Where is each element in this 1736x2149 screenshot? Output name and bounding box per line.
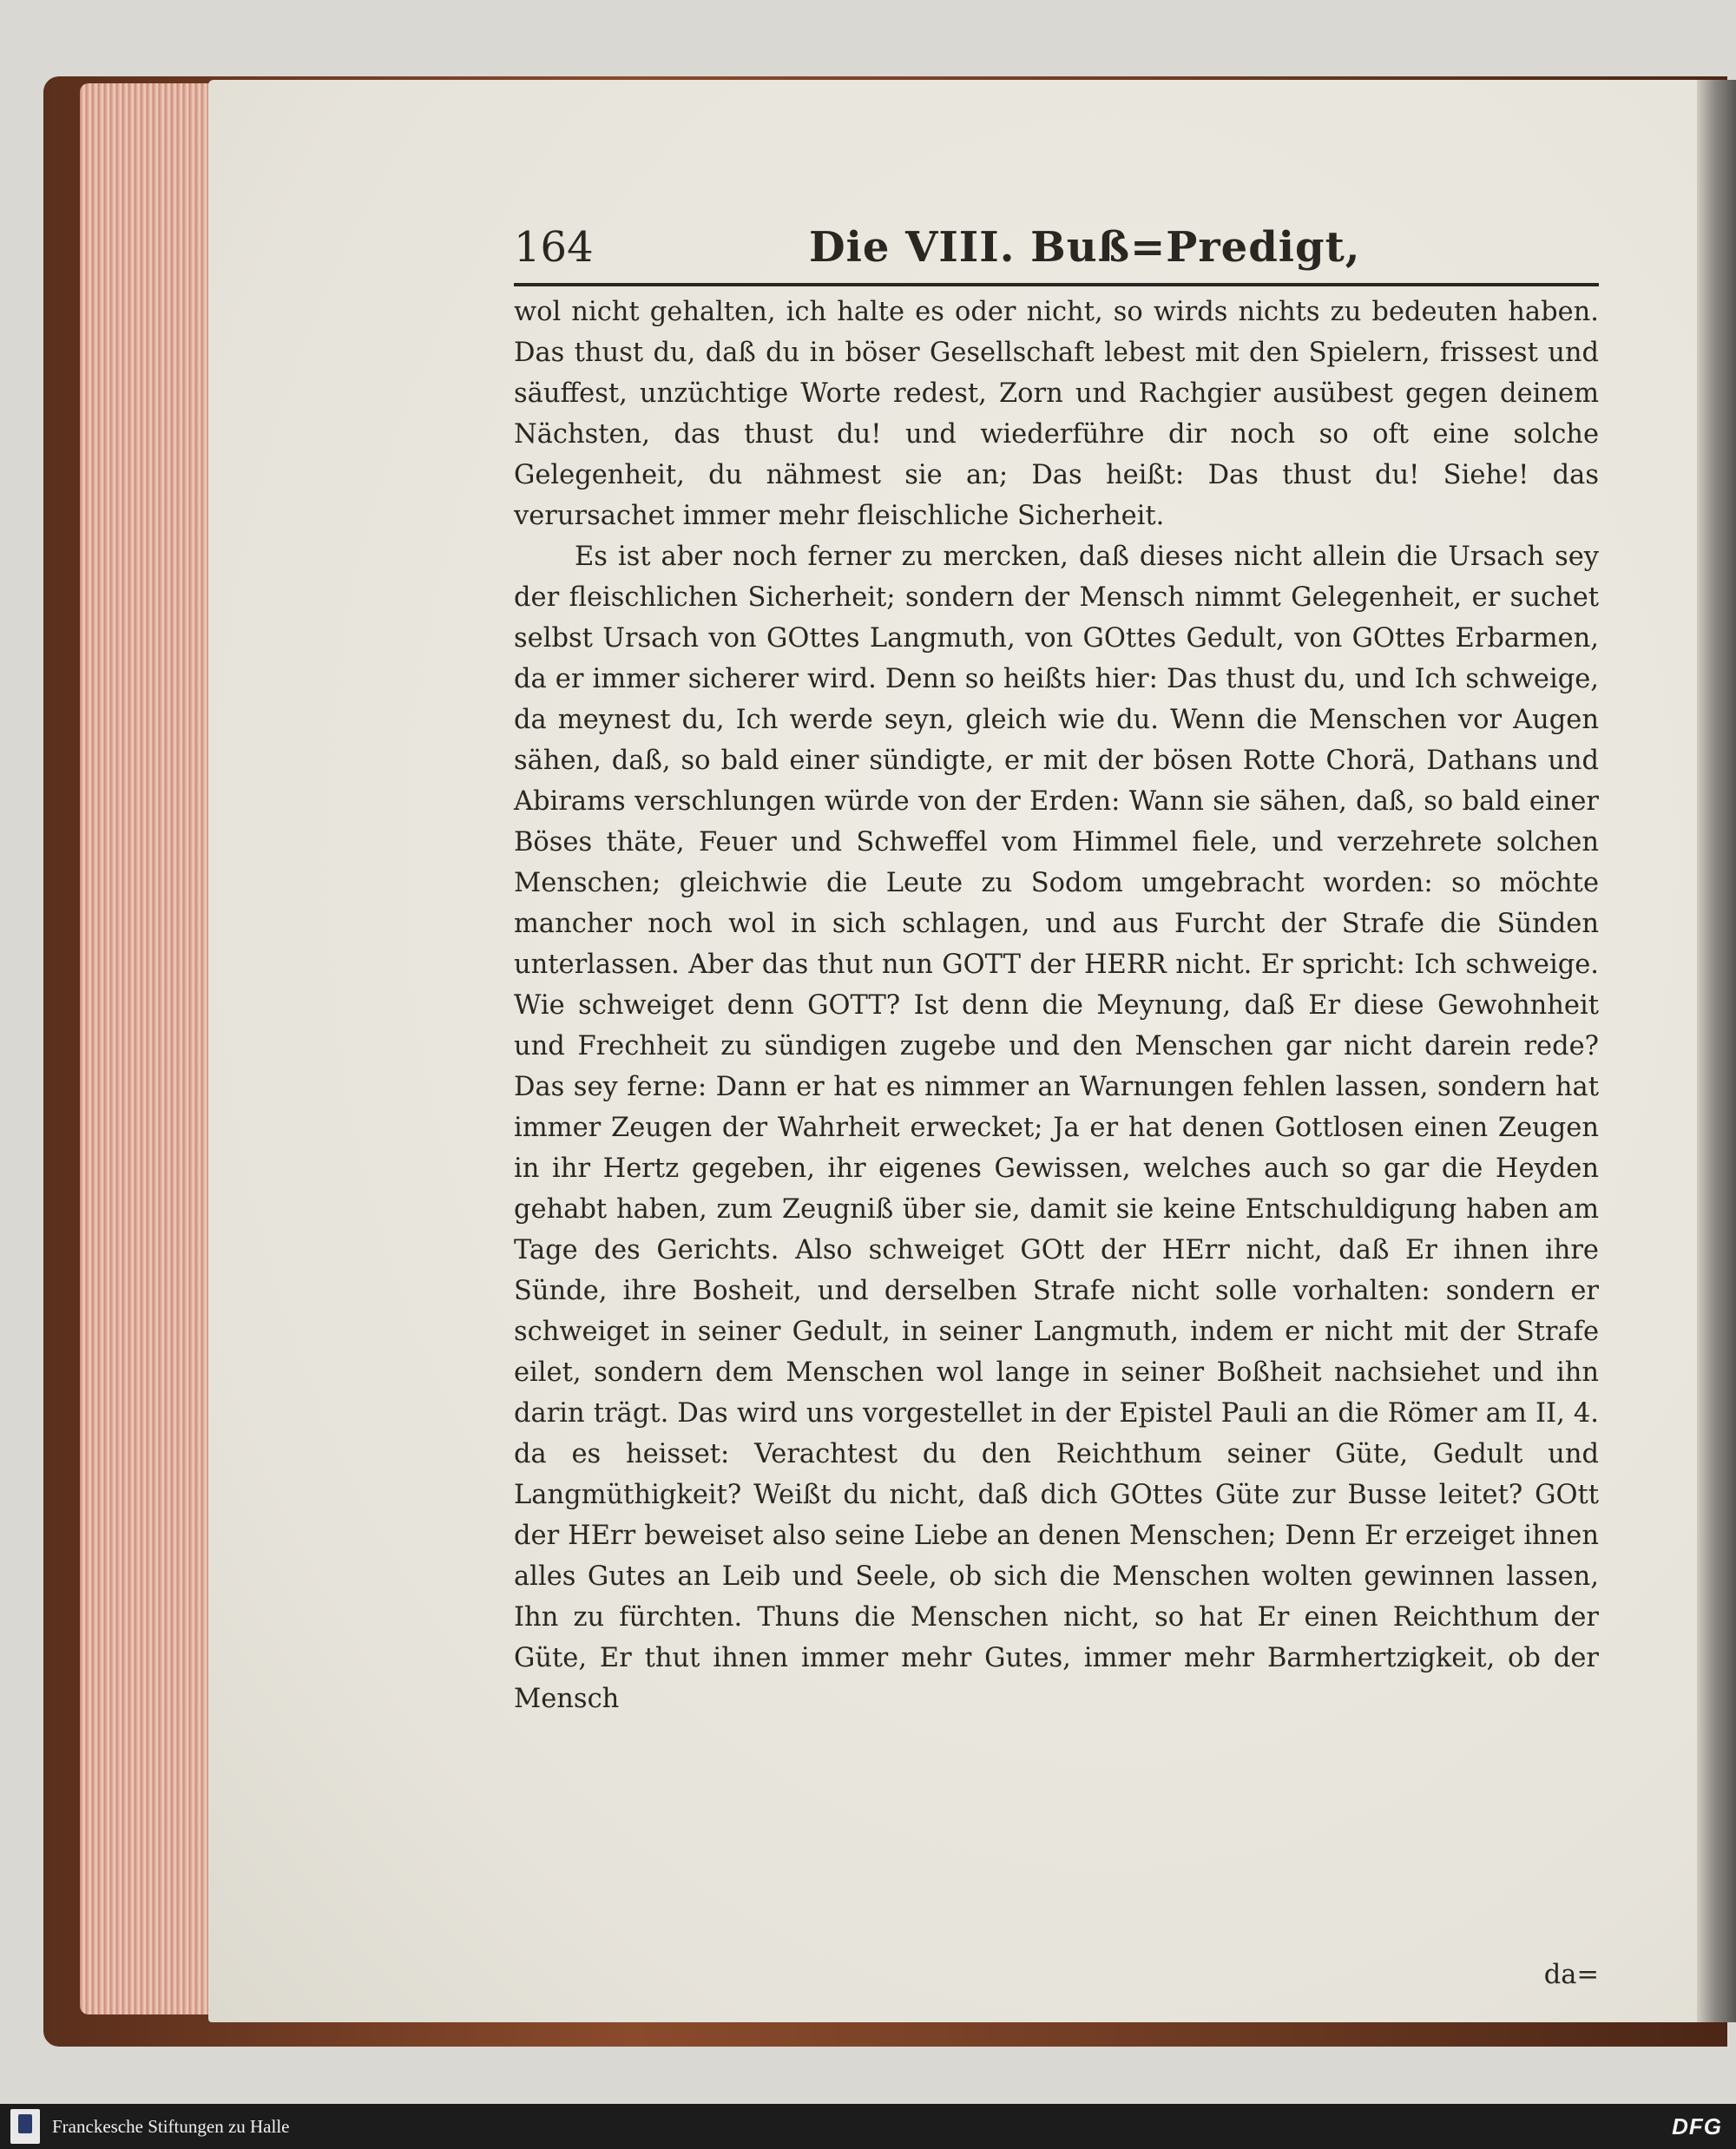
header-rule (514, 283, 1599, 286)
running-title: Die VIII. Buß=Predigt, (809, 223, 1361, 272)
page-content (514, 217, 1599, 1990)
body-text (514, 292, 1599, 1719)
institution-name: Franckesche Stiftungen zu Halle (52, 2116, 290, 2137)
paragraph: Es ist aber noch ferner zu mercken, daß dieses nicht allein die Ursach sey der fleischlichen Sicherheit; sondern der Mensch nimmt Gelegenheit, er suchet selbst Ursach von GOttes Langmuth, von GOttes Gedult, von GOttes Erbarmen, da er immer sicherer wird. Denn so heißts hier: Das thust du, und Ich schweige, da meynest du, Ich werde seyn, gleich wie du. Wenn die Menschen vor Augen sähen, daß, so bald einer sündigte, er mit der bösen Rotte Chorä, Dathans und Abirams verschlungen würde von der Erden: Wann sie sähen, daß, so bald einer Böses thäte, Feuer und Schweffel vom Himmel fiele, und verzehrete solchen Menschen; gleichwie die Leute zu Sodom umgebracht worden: so möchte mancher noch wol in sich schlagen, und aus Furcht der Strafe die Sünden unterlassen. Aber das thut nun GOTT der HERR nicht. Er spricht: Ich schweige. Wie schweiget denn GOTT? Ist denn die Meynung, daß Er diese Gewohnheit und Frechheit zu sündigen zugebe und den Menschen gar nicht darein rede? Das sey ferne: Dann er hat es nimmer an Warnungen fehlen lassen, sondern hat immer Zeugen der Wahrheit erwecket; Ja er hat denen Gottlosen einen Zeugen in ihr Hertz gegeben, ihr eigenes Gewissen, welches auch so gar die Heyden gehabt haben, zum Zeugniß über sie, damit sie keine Entschuldigung haben am Tage des Gerichts. Also schweiget GOtt der HErr nicht, daß Er ihnen ihre Sünde, ihre Bosheit, und derselben Strafe nicht solle vorhalten: sondern er schweiget in seiner Gedult, in seiner Langmuth, indem er nicht mit der Strafe eilet, sondern dem Menschen wol lange in seiner Boßheit nachsiehet und ihn darin trägt. Das wird uns vorgestellet in der Epistel Pauli an die Römer am II, 4. da es heisset: Verachtest du den Reichthum seiner Güte, Gedult und Langmüthigkeit? Weißt du nicht, daß dich GOttes Güte zur Busse leitet? GOtt der HErr beweiset also seine Liebe an denen Menschen; Denn Er erzeiget ihnen alles Gutes an Leib und Seele, ob sich die Menschen wolten gewinnen lassen, Ihn zu fürchten. Thuns die Menschen nicht, so hat Er einen Reichthum der Güte, Er thut ihnen immer mehr Gutes, immer mehr Barmhertzigkeit, ob der Mensch (514, 542, 1599, 1714)
gutter-shadow (1697, 80, 1736, 2022)
footer-bar (0, 2104, 1736, 2149)
page-edges (80, 83, 223, 2014)
institution-logo-icon (10, 2109, 40, 2144)
paragraph: wol nicht gehalten, ich halte es oder nicht, so wirds nichts zu bedeuten haben. Das thust du, daß du in böser Gesellschaft lebest mit den Spielern, frissest und säuffest, unzüchtige Worte redest, Zorn und Rachgier ausübest gegen deinem Nächsten, das thust du! und wiederführe dir noch so oft eine solche Gelegenheit, du nähmest sie an; Das heißt: Das thust du! Siehe! das verursachet immer mehr fleischliche Sicherheit. (514, 297, 1599, 531)
page-number: 164 (514, 223, 594, 272)
running-head (514, 217, 1599, 278)
catchword: da= (1543, 1960, 1599, 1990)
dfg-logo: DFG (1672, 2113, 1722, 2139)
